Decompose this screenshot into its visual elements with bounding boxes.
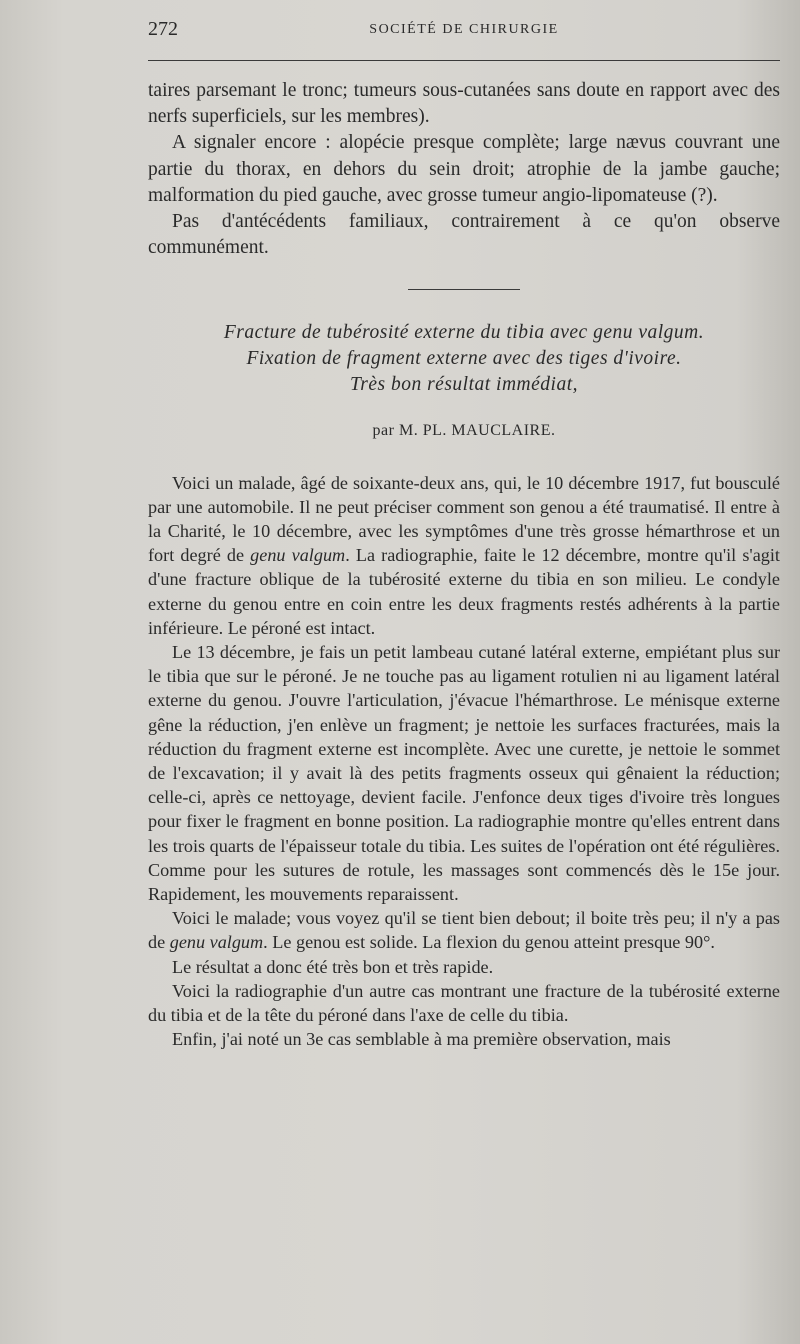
text-run: . La radiographie, faite le 12 décembre, montre qu'il s'agit d'une fracture oblique de la tubérosité externe du tibia en son milieu. Le condyle externe du genou entre en coin entre les deux fragments restés adhérents à la partie inférieure. Le péroné est intact. xyxy=(148,545,780,638)
emphasis: genu valgum xyxy=(169,932,264,953)
title-line: Fracture de tubérosité externe du tibia avec genu valgum. xyxy=(223,322,705,344)
text-run: . Le genou est solide. La flexion du genou atteint presque 90°. xyxy=(263,932,715,953)
article-title xyxy=(148,320,780,398)
paragraph xyxy=(148,471,780,640)
paragraph: A signaler encore : alopécie presque complète; large nævus couvrant une partie du thorax, en dehors du sein droit; atrophie de la jambe gauche; malformation du pied gauche, avec grosse tumeur angio-lipomateuse (?). xyxy=(148,132,780,206)
paragraph: Enfin, j'ai noté un 3e cas semblable à ma première observation, mais xyxy=(172,1029,671,1050)
title-line: Fixation de fragment externe avec des tiges d'ivoire. xyxy=(246,348,682,370)
paragraph: Pas d'antécédents familiaux, contrairement à ce qu'on observe communément. xyxy=(148,211,780,259)
article-author: par M. PL. MAUCLAIRE. xyxy=(372,422,556,440)
section-divider xyxy=(408,289,520,290)
page-header xyxy=(148,18,780,44)
emphasis: genu valgum xyxy=(250,545,346,566)
title-line: Très bon résultat immédiat, xyxy=(349,374,578,396)
article-body xyxy=(148,471,780,1052)
running-head: SOCIÉTÉ DE CHIRURGIE xyxy=(369,22,559,37)
paragraph: Le 13 décembre, je fais un petit lambeau cutané latéral externe, empiétant plus sur le tibia que sur le péroné. Je ne touche pas au ligament rotulien ni au ligament latéral externe du genou. J'ouvre l'articulation, j'évacue l'hémarthrose. Le ménisque externe gêne la réduction, j'en enlève un fragment; je nettoie les surfaces fracturées, mais la réduction du fragment externe est incomplète. Avec une curette, je nettoie le sommet de l'excavation; il y avait là des petits fragments osseux qui gênaient la réduction; celle-ci, après ce nettoyage, devient facile. J'enfonce deux tiges d'ivoire très longues pour fixer le fragment en bonne position. La radiographie montre qu'elles entrent dans les trois quarts de l'épaisseur totale du tibia. Les suites de l'opération ont été régulières. Comme pour les sutures de rotule, les massages sont commencés dès le 15e jour. Rapidement, les mouvements reparaissent. xyxy=(148,642,780,905)
page-number: 272 xyxy=(148,18,178,40)
paragraph xyxy=(148,906,780,954)
paragraph: Voici la radiographie d'un autre cas montrant une fracture de la tubérosité externe du tibia et de la tête du péroné dans l'axe de celle du tibia. xyxy=(148,980,780,1026)
paragraph: taires parsemant le tronc; tumeurs sous-cutanées sans doute en rapport avec des nerfs superficiels, sur les membres). xyxy=(148,80,780,128)
header-rule xyxy=(148,60,780,61)
text-run: Voici un malade, âgé de soixante-deux ans, qui, le 10 décembre 1917, fut bousculé par une automobile. Il ne peut préciser comment son genou a été traumatisé. Il entre à la Charité, le 10 décembre, avec les symptômes d'une très grosse hémarthrose et un fort degré de xyxy=(148,472,780,566)
text-run: Voici le malade; vous voyez qu'il se tient bien debout; il boite très peu; il n'y a pas de xyxy=(148,908,780,953)
paragraph: Le résultat a donc été très bon et très rapide. xyxy=(172,956,494,977)
page-text xyxy=(148,78,780,1052)
